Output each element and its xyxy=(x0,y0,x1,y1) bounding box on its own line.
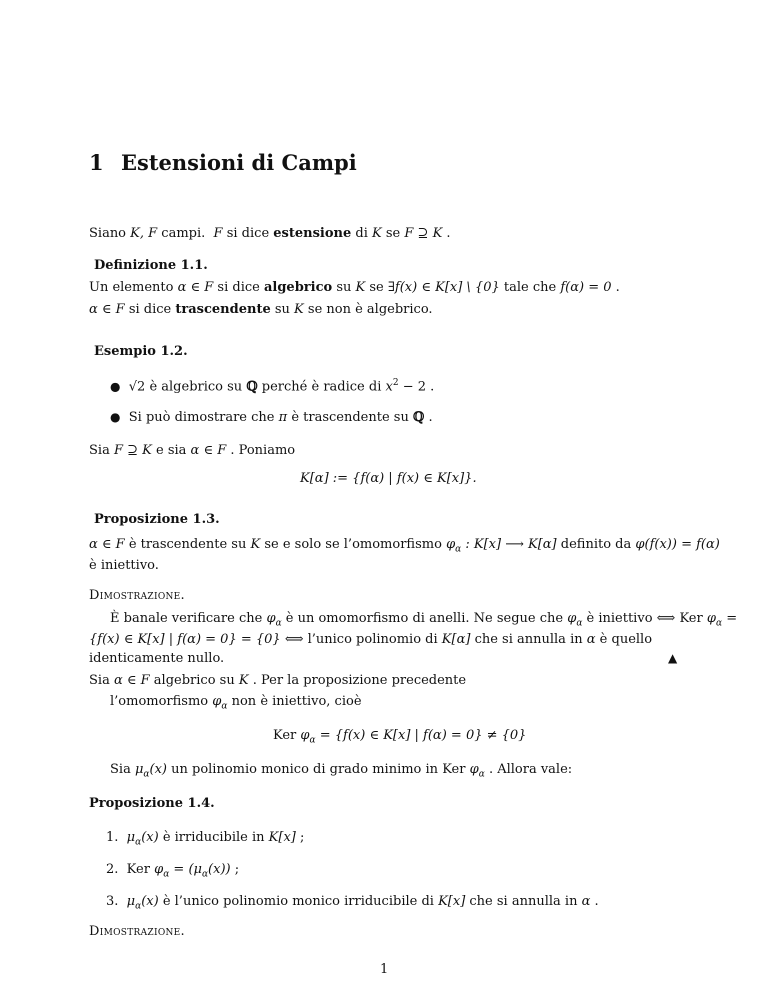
math-inline: K xyxy=(294,302,304,317)
math-inline: α xyxy=(586,632,596,647)
math-inline: : K[x] ⟶ K[α] xyxy=(465,537,557,552)
math-subscript: α xyxy=(275,618,282,629)
text: e sia xyxy=(156,443,187,458)
math-inline: α ∈ F xyxy=(89,537,125,552)
list-number: 1. xyxy=(106,830,119,845)
math-inline: ℚ xyxy=(246,379,258,395)
math-inline: (x) xyxy=(141,830,159,845)
text: che si annulla in xyxy=(474,632,583,647)
math-inline: φ(f(x)) = f(α) xyxy=(635,537,720,552)
bold-term: trascendente xyxy=(175,302,271,317)
text: . xyxy=(594,894,599,909)
text: Sia xyxy=(110,762,131,777)
list-item xyxy=(110,378,434,394)
definition-line-1 xyxy=(89,280,620,295)
text: ; xyxy=(300,830,305,845)
math-inline: (x) xyxy=(149,762,167,777)
display-equation: K[α] := {f(α) | f(x) ∈ K[x]}. xyxy=(300,471,477,486)
list-item xyxy=(110,410,433,425)
bold-term: algebrico xyxy=(263,280,333,295)
text: se xyxy=(369,280,384,295)
math-inline: x xyxy=(385,379,393,395)
text: Ker xyxy=(126,862,150,877)
section-title: Estensioni di Campi xyxy=(121,150,357,175)
math-inline: α ∈ F xyxy=(113,673,150,688)
math-subscript: α xyxy=(309,735,316,746)
math-subscript: α xyxy=(135,901,142,912)
math-inline: μ xyxy=(126,830,136,845)
math-subscript: α xyxy=(163,869,170,880)
math-inline: ⟺ xyxy=(656,611,676,626)
math-inline: μ xyxy=(126,894,136,909)
text: su xyxy=(274,302,290,317)
paragraph xyxy=(89,673,466,688)
example-heading: Esempio 1.2. xyxy=(94,344,188,359)
math-inline: = xyxy=(726,611,738,626)
math-inline: ℚ xyxy=(412,410,425,425)
text: Un elemento xyxy=(89,280,174,295)
text: è un omomorfismo di anelli. Ne segue che xyxy=(285,611,564,626)
paragraph xyxy=(110,694,362,712)
text: tale che xyxy=(503,280,557,295)
math-inline: ⟺ xyxy=(284,632,304,647)
math-inline: (x)) xyxy=(208,862,231,877)
text: un polinomio monico di grado minimo in xyxy=(171,762,439,777)
proof-heading: Dimostrazione. xyxy=(89,588,185,603)
math-inline: φ xyxy=(212,694,222,709)
bullet-icon: ● xyxy=(110,410,121,424)
math-inline: φ xyxy=(469,762,479,777)
proof-line-2 xyxy=(89,632,652,647)
display-equation xyxy=(273,728,526,746)
proposition-line-2: è iniettivo. xyxy=(89,558,159,573)
math-inline: = (μ xyxy=(173,862,202,877)
math-subscript: α xyxy=(576,618,583,629)
math-inline: F ⊇ K xyxy=(404,226,443,241)
proposition-heading: Proposizione 1.4. xyxy=(89,796,215,811)
math-inline: μ xyxy=(134,762,144,777)
proposition-heading: Proposizione 1.3. xyxy=(94,512,220,527)
math-subscript: α xyxy=(143,769,150,780)
text: è quello xyxy=(599,632,653,647)
text: si dice xyxy=(217,280,260,295)
math-inline: φ xyxy=(446,537,456,552)
math-inline: φ xyxy=(266,611,276,626)
text: definito da xyxy=(560,537,632,552)
math-inline: φ xyxy=(154,862,164,877)
math-inline: K[x] xyxy=(268,830,296,845)
list-number: 3. xyxy=(106,894,119,909)
list-item xyxy=(106,830,304,848)
text: Sia xyxy=(89,443,110,458)
math-inline: {f(x) ∈ K[x] | f(α) = 0} = {0} xyxy=(89,632,281,647)
math-inline: φ xyxy=(300,728,310,743)
text: . Per la proposizione precedente xyxy=(252,673,467,688)
intro-text: Siano xyxy=(89,226,127,241)
text: Ker xyxy=(273,728,297,743)
math-inline: ∃f(x) ∈ K[x] \ {0} xyxy=(387,280,500,295)
math-inline: √2 xyxy=(128,379,146,395)
intro-text: campi. xyxy=(161,226,206,241)
text: . Poniamo xyxy=(230,443,296,458)
list-item xyxy=(106,894,599,912)
math-inline: − 2 xyxy=(402,379,427,395)
text: su xyxy=(336,280,352,295)
definition-line-2 xyxy=(89,302,433,317)
paragraph xyxy=(89,443,295,458)
text: Ker xyxy=(442,762,466,777)
math-inline: α xyxy=(581,894,591,909)
definition-heading: Definizione 1.1. xyxy=(94,258,208,273)
text: . xyxy=(430,379,435,395)
math-inline: K xyxy=(238,673,249,688)
text: . xyxy=(428,410,433,425)
math-subscript: α xyxy=(221,701,228,712)
math-subscript: α xyxy=(455,544,462,555)
math-inline: α ∈ F xyxy=(177,280,214,295)
text: È banale verificare che xyxy=(110,611,263,626)
list-item xyxy=(106,862,239,880)
text: è irriducibile in xyxy=(162,830,265,845)
math-inline: K xyxy=(372,226,382,241)
math-inline: K xyxy=(250,537,261,552)
bullet-icon: ● xyxy=(110,379,121,394)
text: algebrico su xyxy=(153,673,235,688)
text: . xyxy=(615,280,620,295)
text: perché è radice di xyxy=(261,379,382,395)
intro-text: di xyxy=(355,226,368,241)
paragraph xyxy=(110,762,572,780)
text: se e solo se l’omomorfismo xyxy=(264,537,442,552)
text: è trascendente su xyxy=(128,537,247,552)
text: è iniettivo xyxy=(586,611,653,626)
math-inline: K[x] xyxy=(438,894,466,909)
intro-paragraph xyxy=(89,226,451,241)
math-inline: φ xyxy=(567,611,577,626)
text: si dice xyxy=(128,302,172,317)
math-subscript: α xyxy=(201,869,209,880)
proposition-line-1 xyxy=(89,537,720,555)
page-number: 1 xyxy=(380,962,389,977)
math-inline: K xyxy=(355,280,366,295)
math-inline: (x) xyxy=(141,894,159,909)
math-inline: α ∈ F xyxy=(190,443,227,458)
proof-line-3: identicamente nullo. xyxy=(89,651,225,666)
math-inline: = {f(x) ∈ K[x] | f(α) = 0} ≠ {0} xyxy=(319,728,527,743)
math-inline: φ xyxy=(706,611,716,626)
math-superscript: 2 xyxy=(392,378,399,388)
math-subscript: α xyxy=(478,769,485,780)
qed-icon: ▲ xyxy=(668,651,678,665)
list-number: 2. xyxy=(106,862,119,877)
text: l’unico polinomio di xyxy=(307,632,438,647)
proof-heading: Dimostrazione. xyxy=(89,924,185,939)
text: è trascendente su xyxy=(291,410,409,425)
math-subscript: α xyxy=(135,837,142,848)
intro-text: . xyxy=(446,226,451,241)
text: che si annulla in xyxy=(469,894,578,909)
math-subscript: α xyxy=(715,618,723,629)
text: . Allora vale: xyxy=(488,762,573,777)
math-inline: α ∈ F xyxy=(89,302,125,317)
proof-line-1 xyxy=(110,611,737,629)
intro-text: si dice xyxy=(226,226,270,241)
text: è l’unico polinomio monico irriducibile di xyxy=(162,894,434,909)
text: Sia xyxy=(89,673,110,688)
math-inline: f(α) = 0 xyxy=(560,280,612,295)
math-inline: π xyxy=(278,410,288,425)
text: se non è algebrico. xyxy=(307,302,433,317)
math-inline: F xyxy=(213,226,223,241)
intro-text: se xyxy=(385,226,401,241)
bold-term: estensione xyxy=(273,226,352,241)
text: ; xyxy=(234,862,240,877)
text: Ker xyxy=(679,611,703,626)
text: non è iniettivo, cioè xyxy=(231,694,362,709)
section-number: 1 xyxy=(89,150,104,175)
math-inline: K, F xyxy=(130,226,158,241)
text: l’omomorfismo xyxy=(110,694,209,709)
math-inline: F ⊇ K xyxy=(113,443,152,458)
text: è algebrico su xyxy=(149,379,243,395)
text: Si può dimostrare che xyxy=(128,410,275,425)
math-inline: K[α] xyxy=(441,632,471,647)
